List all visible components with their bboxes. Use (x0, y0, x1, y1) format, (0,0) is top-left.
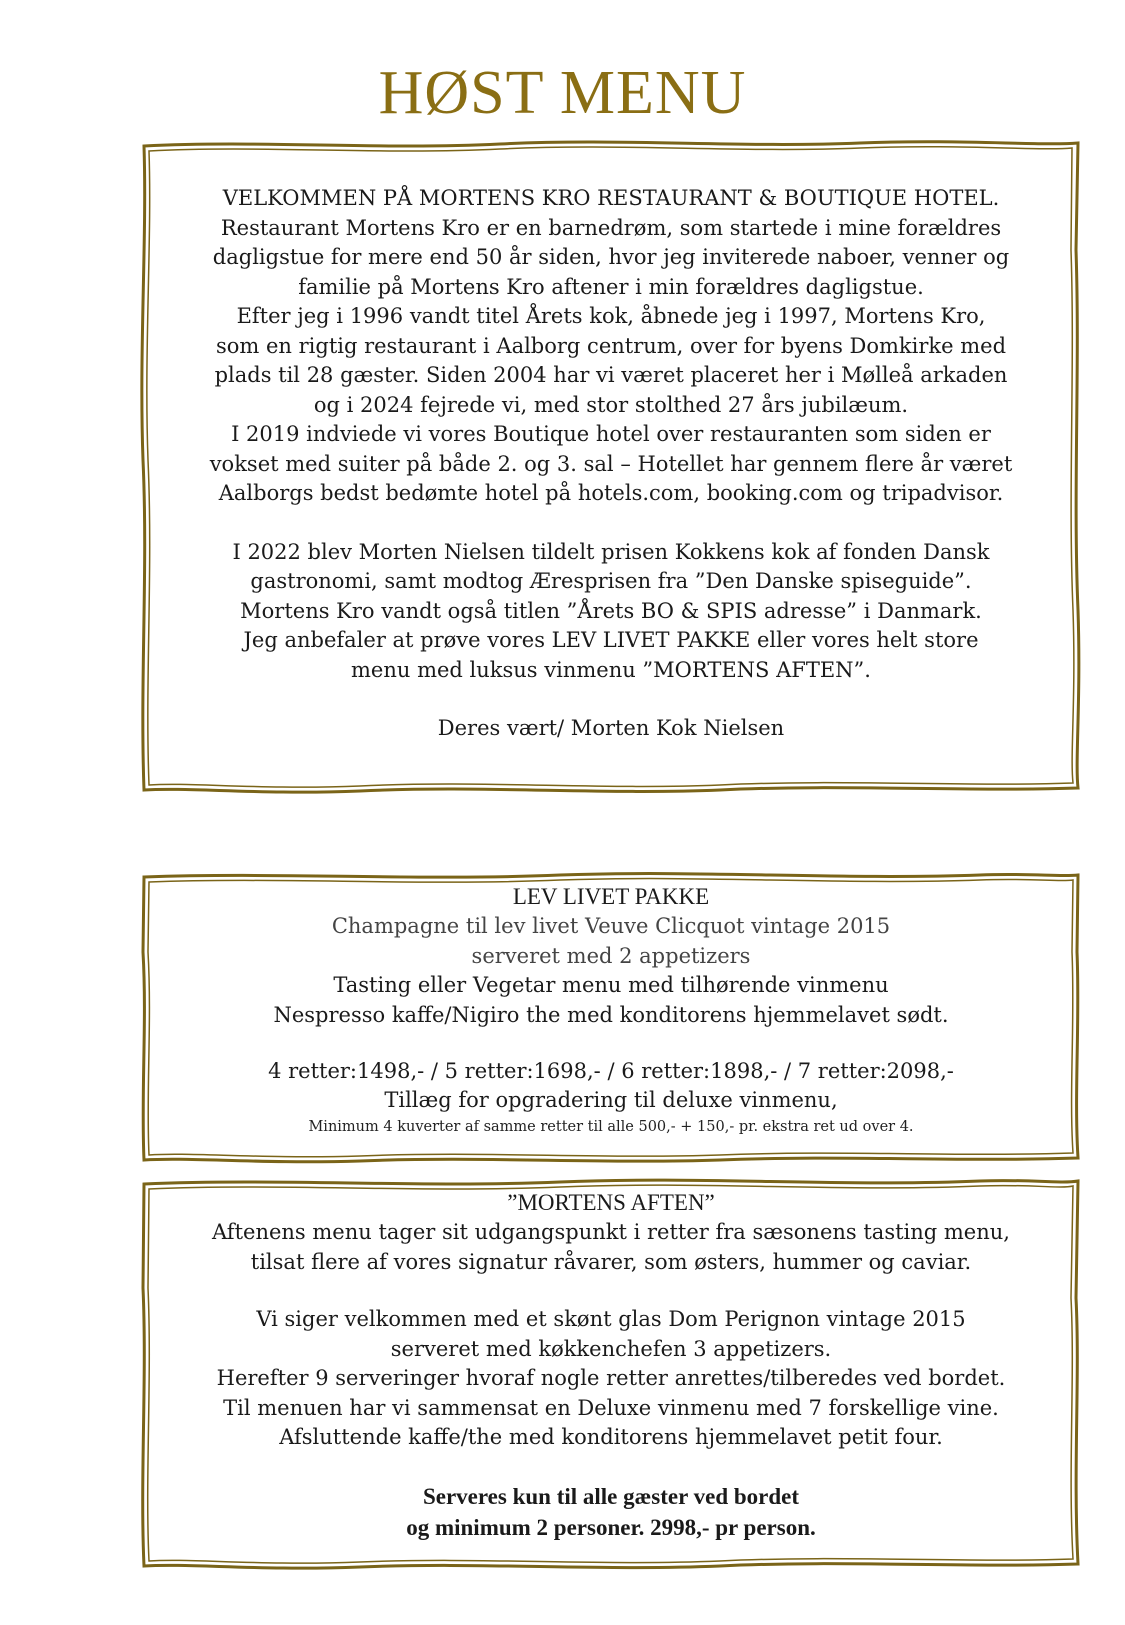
fine-print: Minimum 4 kuverter af samme retter til alle 500,- + 150,- pr. ekstra ret ud over 4. (308, 1118, 914, 1135)
text-line: menu med luksus vinmenu ”MORTENS AFTEN”. (351, 657, 871, 682)
price-note: og minimum 2 personer. 2998,- pr person. (406, 1514, 816, 1540)
text-line: serveret med køkkenchefen 3 appetizers. (390, 1336, 832, 1361)
text-line: VELKOMMEN PÅ MORTENS KRO RESTAURANT & BOUTIQUE HOTEL. (222, 186, 1000, 210)
text-line: I 2019 indviede vi vores Boutique hotel over restauranten som siden er (231, 422, 991, 446)
text-line: familie på Mortens Kro aftener i min forældres dagligstue. (298, 274, 924, 299)
mortens-aften-heading: ”MORTENS AFTEN” (507, 1190, 715, 1215)
text-line: Vi siger velkommen med et skønt glas Dom Perignon vintage 2015 (256, 1307, 966, 1331)
text-line: Aalborgs bedst bedømte hotel på hotels.com, booking.com og tripadvisor. (218, 481, 1004, 505)
lev-livet-heading: LEV LIVET PAKKE (512, 884, 710, 909)
welcome-paragraph-2 (140, 538, 1082, 686)
price-list: 4 retter:1498,- / 5 retter:1698,- / 6 retter:1898,- / 7 retter:2098,- (268, 1059, 954, 1083)
text-line: og i 2024 fejrede vi, med stor stolthed 27 års jubilæum. (313, 392, 909, 417)
text-line: dagligstue for mere end 50 år siden, hvor jeg inviterede naboer, venner og (212, 245, 1010, 269)
serving-note: Serveres kun til alle gæster ved bordet (422, 1483, 800, 1509)
text-line: Restaurant Mortens Kro er en barnedrøm, som startede i mine forældres (220, 215, 1002, 240)
mortens-aften-content (140, 1188, 1082, 1543)
text-line: Aftenens menu tager sit udgangspunkt i retter fra sæsonens tasting menu, (212, 1220, 1010, 1244)
text-line: Nespresso kaffe/Nigiro the med konditorens hjemmelavet sødt. (273, 1002, 949, 1027)
text-line: Afsluttende kaffe/the med konditorens hjemmelavet petit four. (279, 1425, 943, 1449)
text-line: Til menuen har vi sammensat en Deluxe vinmenu med 7 forskellige vine. (223, 1395, 999, 1420)
text-line: vokset med suiter på både 2. og 3. sal – Hotellet har gennem flere år været (209, 451, 1013, 476)
welcome-box (140, 140, 1082, 792)
page-title: HØST MENU (378, 59, 747, 127)
upgrade-note: Tillæg for opgradering til deluxe vinmenu, (384, 1088, 838, 1112)
text-line: serveret med 2 appetizers (471, 943, 751, 968)
text-line: gastronomi, samt modtog Æresprisen fra ”Den Danske spiseguide”. (250, 569, 972, 593)
text-line: tilsat flere af vores signatur råvarer, som østers, hummer og caviar. (250, 1249, 972, 1274)
lev-livet-box (140, 872, 1082, 1162)
text-line: Champagne til lev livet Veuve Clicquot vintage 2015 (331, 914, 891, 938)
signature: Deres vært/ Morten Kok Nielsen (437, 716, 785, 740)
spacer (140, 1277, 1082, 1305)
mortens-aften-box (140, 1178, 1082, 1568)
lev-livet-content (140, 882, 1082, 1138)
text-line: plads til 28 gæster. Siden 2004 har vi været placeret her i Mølleå arkaden (214, 363, 1008, 387)
text-line: som en rigtig restaurant i Aalborg centrum, over for byens Domkirke med (215, 333, 1007, 358)
text-line: Mortens Kro vandt også titlen ”Årets BO & SPIS adresse” i Danmark. (240, 598, 982, 623)
text-line: I 2022 blev Morten Nielsen tildelt prisen Kokkens kok af fonden Dansk (232, 539, 990, 564)
text-line: Tasting eller Vegetar menu med tilhørende vinmenu (333, 973, 889, 997)
welcome-text (140, 184, 1082, 773)
welcome-paragraph-1 (140, 184, 1082, 509)
text-line: Efter jeg i 1996 vandt titel Årets kok, åbnede jeg i 1997, Mortens Kro, (236, 304, 986, 328)
spacer (140, 1453, 1082, 1481)
text-line: Jeg anbefaler at prøve vores LEV LIVET PAKKE eller vores helt store (243, 628, 979, 652)
text-line: Herefter 9 serveringer hvoraf nogle retter anrettes/tilberedes ved bordet. (216, 1366, 1006, 1390)
